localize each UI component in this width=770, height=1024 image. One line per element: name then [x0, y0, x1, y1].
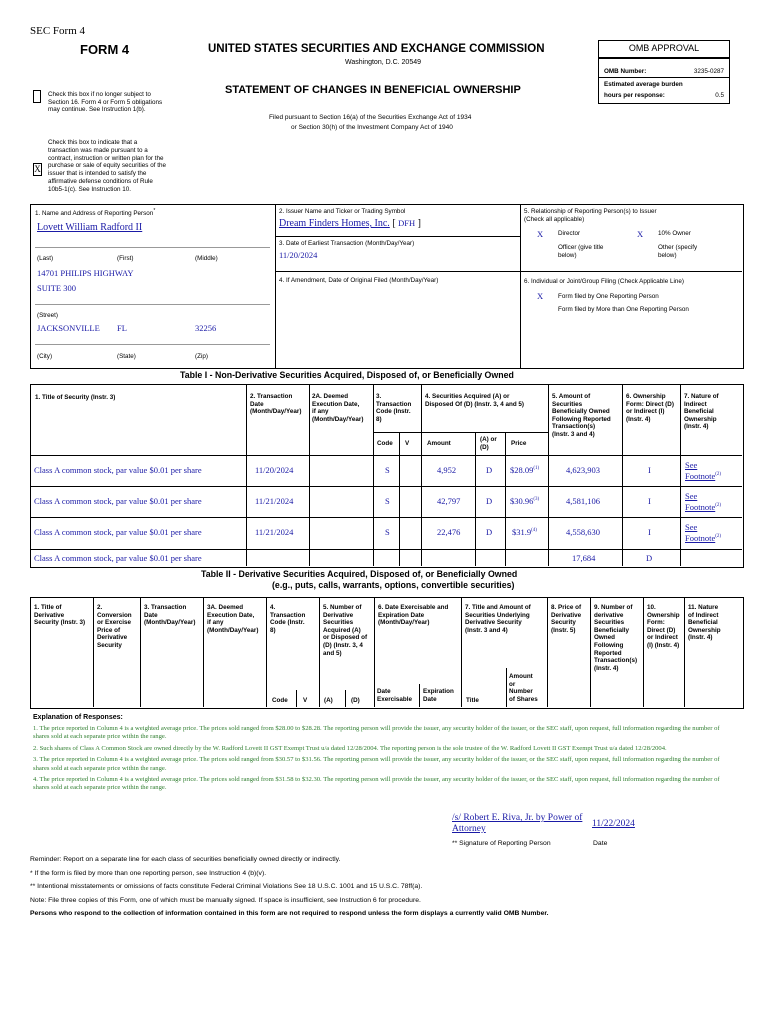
director-label: Director — [558, 230, 581, 237]
signature-label: ** Signature of Reporting Person — [452, 840, 551, 847]
t2-h3: 3. Transaction Date (Month/Day/Year) — [144, 604, 196, 627]
box1-label: 1. Name and Address of Reporting Person* — [35, 208, 156, 218]
footer-notes: Reminder: Report on a separate line for each class of securities beneficially owned directly or indirectly. * If the form is filed by more than one reporting person, see Instruction 4 (b)(v). ** Intentional misstatements or omissions of facts constitute Federal Criminal Violations See 18 U.S.C. 1001 and 15 U.S.C. 78ff(a). Note: File three copies of this Form, one of which must be manually signed. If space is insufficient, see Instruction 6 for procedure. Persons who respond to the collection of information contained in this form are not required to respond unless the form displays a currently valid OMB Number. — [30, 856, 549, 917]
t2-h10: 10. Ownership Form: Direct (D) or Indirect (I) (Instr. 4) — [647, 604, 680, 649]
t1-h2a: 2A. Deemed Execution Date, if any (Month/Day/Year) — [312, 393, 364, 423]
director-check[interactable]: X — [537, 229, 544, 239]
filed-pursuant-2: or Section 30(h) of the Investment Company Act of 1940 — [291, 124, 453, 131]
table2-title: Table II - Derivative Securities Acquired, Disposed of, or Beneficially Owned — [201, 569, 518, 579]
one-person-check[interactable]: X — [537, 291, 544, 301]
explanation-notes — [33, 725, 733, 793]
t2-h2: 2. Conversion or Exercise Price of Derivative Security — [97, 604, 132, 649]
omb-approval-box — [598, 40, 730, 104]
t2-h8: 8. Price of Derivative Security (Instr. 5) — [551, 604, 582, 634]
t1-sub-code: Code — [377, 440, 393, 447]
t2-h9: 9. Number of derivative Securities Beneficially Owned Following Reported Transaction(s) (Instr. 4) — [594, 604, 638, 672]
t2-h1: 1. Title of Derivative Security (Instr. 3) — [34, 604, 86, 627]
street-line-1: 14701 PHILIPS HIGHWAY — [37, 268, 134, 278]
box4-label: 4. If Amendment, Date of Original Filed (Month/Day/Year) — [279, 277, 439, 284]
earliest-transaction-date: 11/20/2024 — [279, 250, 318, 260]
city-label: (City) — [37, 353, 53, 360]
t2-h5: 5. Number of Derivative Securities Acquired (A) or Disposed of (D) (Instr. 3, 4 and 5) — [323, 604, 368, 657]
reporting-person-name[interactable]: Lovett William Radford II — [37, 222, 143, 233]
t1-sub-amount: Amount — [427, 440, 451, 447]
date-label: Date — [593, 840, 608, 847]
omb-number-label: OMB Number: — [604, 68, 647, 75]
signature-date: 11/22/2024 — [592, 819, 635, 829]
omb-approval-title: OMB APPROVAL — [628, 43, 700, 53]
t2-h7: 7. Title and Amount of Securities Underlying Derivative Security (Instr. 3 and 4) — [465, 604, 531, 634]
footnote: 3. The price reported in Column 4 is a weighted average price. The prices sold ranged from $30.57 to $31.56. The reporting person will provide the issuer, any security holder of the issuer, or the SEC staff, upon request, full information regarding the number of shares sold at each separate price within the range. — [33, 756, 720, 772]
middle-label: (Middle) — [195, 255, 218, 262]
section16-checkbox[interactable] — [33, 90, 41, 103]
more-person-label: Form filed by More than One Reporting Person — [558, 306, 689, 313]
t1-sub-v: V — [405, 440, 410, 447]
table1-title: Table I - Non-Derivative Securities Acquired, Disposed of, or Beneficially Owned — [180, 370, 514, 380]
t1-sub-price: Price — [511, 440, 527, 447]
table2-subtitle: (e.g., puts, calls, warrants, options, convertible securities) — [272, 580, 515, 590]
t1-sub-ad: (A) or (D) — [480, 436, 497, 451]
zip: 32256 — [195, 323, 217, 333]
t1-h6: 6. Ownership Form: Direct (D) or Indirect (I) (Instr. 4) — [626, 393, 674, 423]
t2-h3a: 3A. Deemed Execution Date, if any (Month/Day/Year) — [207, 604, 259, 634]
state: FL — [117, 323, 127, 333]
zip-label: (Zip) — [195, 353, 208, 360]
section16-text: Check this box if no longer subject to Section 16. Form 4 or Form 5 obligations may continue. See Instruction 1(b). — [48, 91, 163, 114]
burden-label: Estimated average burden — [604, 81, 683, 88]
form-title: FORM 4 — [80, 42, 130, 57]
t2-sub-v: V — [303, 697, 308, 704]
t2-sub-date-exercisable: Date Exercisable — [377, 688, 413, 703]
box5-label: 5. Relationship of Reporting Person(s) to Issuer (Check all applicable) — [524, 208, 657, 223]
t2-sub-amount: Amount or Number of Shares — [509, 673, 538, 703]
other-label: Other (specify below) — [658, 244, 698, 259]
hours-label: hours per response: — [604, 92, 665, 99]
issuer-name[interactable]: Dream Finders Homes, Inc. [ DFH ] — [279, 218, 422, 229]
city: JACKSONVILLE — [37, 323, 100, 333]
officer-label: Officer (give title below) — [558, 244, 604, 259]
t2-h11: 11. Nature of Indirect Beneficial Ownership (Instr. 4) — [688, 604, 721, 642]
ten-pct-owner-label: 10% Owner — [658, 230, 691, 237]
t1-h7: 7. Nature of Indirect Beneficial Ownership (Instr. 4) — [684, 393, 719, 431]
footnote: 4. The price reported in Column 4 is a weighted average price. The prices sold ranged from $31.58 to $32.30. The reporting person will provide the issuer, any security holder of the issuer, or the SEC staff, upon request, full information regarding the number of shares sold at each separate price within the range. — [33, 776, 720, 792]
box2-label: 2. Issuer Name and Ticker or Trading Symbol — [279, 208, 406, 215]
footnote: 1. The price reported in Column 4 is a weighted average price. The prices sold ranged from $28.00 to $28.28. The reporting person will provide the issuer, any security holder of the issuer, or the SEC staff, upon request, full information regarding the number of shares sold at each separate price within the range. — [33, 725, 720, 741]
signature-name[interactable]: /s/ Robert E. Riva, Jr. by Power of Attorney — [452, 813, 583, 834]
t2-h6: 6. Date Exercisable and Expiration Date (Month/Day/Year) — [378, 604, 449, 627]
t1-h5: 5. Amount of Securities Beneficially Owned Following Reported Transaction(s) (Instr. 3 and 4) — [552, 393, 611, 438]
rule-10b5-text: Check this box to indicate that a transaction was made pursuant to a contract, instruction or written plan for the purchase or sale of equity securities of the issuer that is intended to satisfy the affirmative defense conditions of Rule 10b5-1(c). See Instruction 10. — [48, 139, 166, 193]
filed-pursuant-1: Filed pursuant to Section 16(a) of the Securities Exchange Act of 1934 — [269, 114, 472, 121]
t1-h3: 3. Transaction Code (Instr. 8) — [376, 393, 412, 423]
t1-h1: 1. Title of Security (Instr. 3) — [35, 394, 116, 401]
t2-sub-code: Code — [272, 697, 288, 704]
t1-h2: 2. Transaction Date (Month/Day/Year) — [250, 393, 302, 416]
footnote: 2. Such shares of Class A Common Stock are owned directly by the W. Radford Lovett II GST Exempt Trust u/a dated 12/28/2004. The reporting person is the sole trustee of the W. Radford Lovett II GST Exempt Trust u/a dated 12/28/2004. — [33, 744, 667, 752]
sec-form-label: SEC Form 4 — [30, 25, 86, 37]
ten-pct-owner-check[interactable]: X — [637, 229, 644, 239]
t1-h4: 4. Securities Acquired (A) or Disposed Of (D) (Instr. 3, 4 and 5) — [425, 393, 525, 408]
burden-value: 0.5 — [715, 92, 724, 99]
last-label: (Last) — [37, 255, 54, 262]
omb-number: 3235-0287 — [693, 68, 724, 75]
t2-sub-expiration: Expiration Date — [423, 688, 454, 703]
street-line-2: SUITE 300 — [37, 283, 76, 293]
rule-10b5-checkbox[interactable]: X — [34, 164, 41, 174]
state-label: (State) — [117, 353, 136, 360]
one-person-label: Form filed by One Reporting Person — [558, 293, 659, 300]
explanation-heading: Explanation of Responses: — [33, 714, 123, 721]
t2-sub-title: Title — [466, 697, 479, 704]
t2-sub-a: (A) — [324, 697, 333, 704]
box6-label: 6. Individual or Joint/Group Filing (Check Applicable Line) — [524, 278, 684, 285]
commission-title: UNITED STATES SECURITIES AND EXCHANGE COMMISSION — [208, 43, 545, 55]
location: Washington, D.C. 20549 — [345, 59, 422, 66]
t2-h4: 4. Transaction Code (Instr. 8) — [270, 604, 306, 634]
street-label: (Street) — [37, 312, 58, 319]
statement-title: STATEMENT OF CHANGES IN BENEFICIAL OWNERSHIP — [225, 84, 521, 96]
box3-label: 3. Date of Earliest Transaction (Month/Day/Year) — [279, 240, 415, 247]
t2-sub-d: (D) — [351, 697, 360, 704]
first-label: (First) — [117, 255, 134, 262]
